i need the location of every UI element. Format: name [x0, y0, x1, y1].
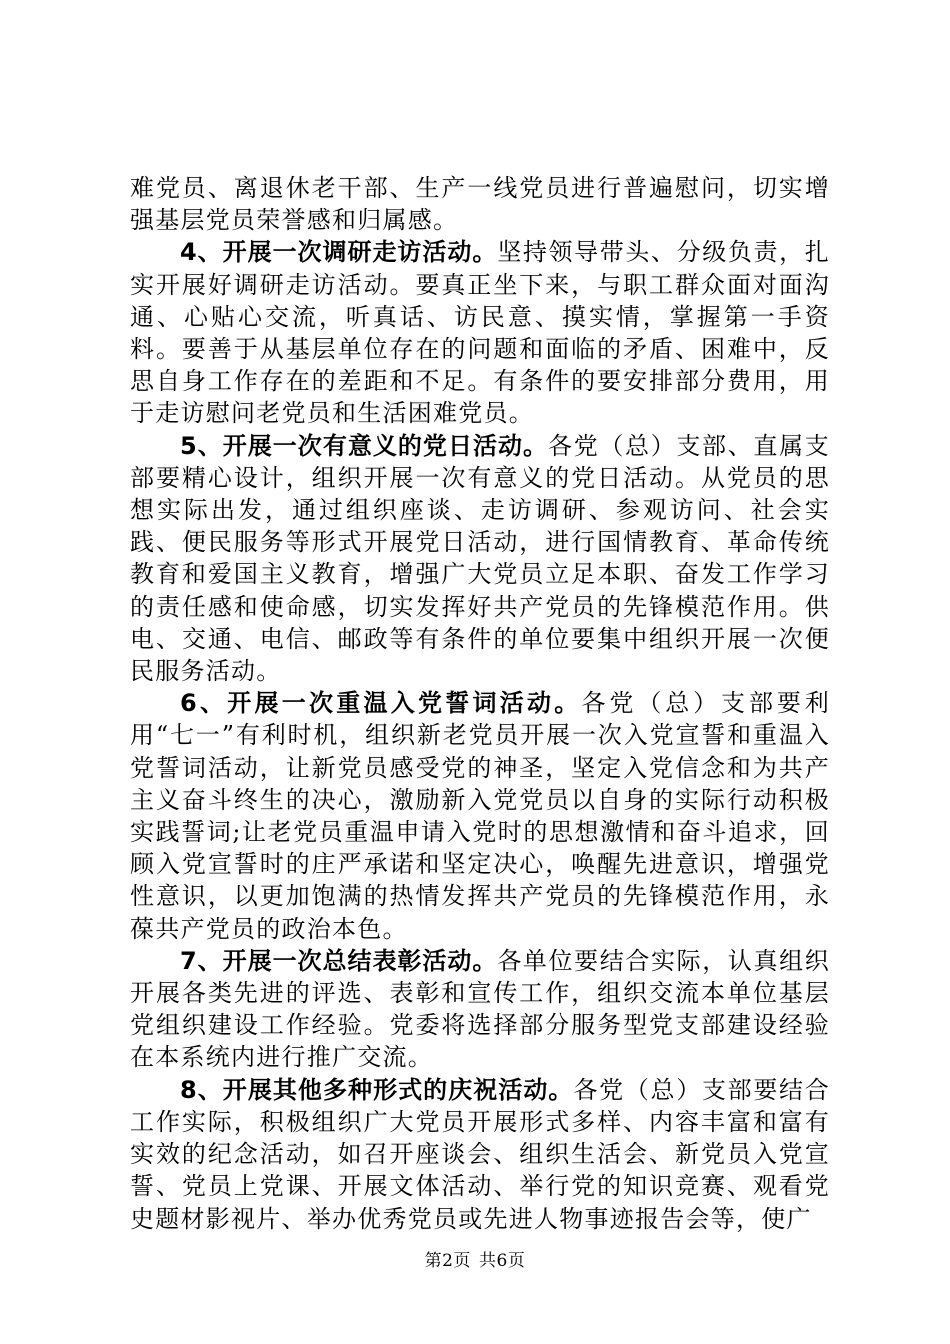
document-body [130, 172, 830, 1235]
paragraph-continuation [130, 172, 830, 236]
paragraph-item-4 [130, 236, 830, 429]
paragraph-item-8 [130, 1074, 830, 1235]
paragraph-heading: 4、开展一次调研走访活动。 [180, 238, 498, 267]
paragraph-text: 各党（总）支部要利用“七一”有利时机，组织新老党员开展一次入党宣誓和重温入党誓词活动，让新党员感受党的神圣，坚定入党信念和为共产主义奋斗终生的决心，激励新入党党员以自身的实际行动积极实践誓词;让老党员重温申请入党时的思想激情和奋斗追求，回顾入党宣誓时的庄严承诺和坚定决心，唤醒先进意识，增强党性意识，以更加饱满的热情发挥共产党员的先锋模范作用，永葆共产党员的政治本色。 [130, 689, 830, 943]
paragraph-item-6 [130, 687, 830, 945]
paragraph-text: 各单位要结合实际，认真组织开展各类先进的评选、表彰和宣传工作，组织交流本单位基层党组织建设工作经验。党委将选择部分服务型党支部建设经验在本系统内进行推广交流。 [130, 946, 831, 1072]
paragraph-item-7 [130, 945, 830, 1074]
page-number: 第2页 [424, 1251, 471, 1271]
page-total: 共6页 [479, 1251, 526, 1271]
page-footer [0, 1246, 950, 1271]
paragraph-heading: 7、开展一次总结表彰活动。 [180, 946, 498, 975]
paragraph-item-5 [130, 430, 830, 688]
paragraph-heading: 6、开展一次重温入党誓词活动。 [180, 689, 582, 718]
paragraph-text: 各党（总）支部、直属支部要精心设计，组织开展一次有意义的党日活动。从党员的思想实际出发，通过组织座谈、走访调研、参观访问、社会实践、便民服务等形式开展党日活动，进行国情教育、革命传统教育和爱国主义教育，增强广大党员立足本职、奋发工作学习的责任感和使命感，切实发挥好共产党员的先锋模范作用。供电、交通、电信、邮政等有条件的单位要集中组织开展一次便民服务活动。 [130, 431, 830, 686]
paragraph-text: 坚持领导带头、分级负责，扎实开展好调研走访活动。要真正坐下来，与职工群众面对面沟通、心贴心交流，听真话、访民意、摸实情，掌握第一手资料。要善于从基层单位存在的问题和面临的矛盾、困难中，反思自身工作存在的差距和不足。有条件的要安排部分费用，用于走访慰问老党员和生活困难党员。 [130, 238, 831, 428]
paragraph-heading: 8、开展其他多种形式的庆祝活动。 [180, 1075, 574, 1104]
paragraph-text: 难党员、离退休老干部、生产一线党员进行普遍慰问，切实增强基层党员荣誉感和归属感。 [130, 174, 830, 235]
paragraph-text: 各党（总）支部要结合工作实际，积极组织广大党员开展形式多样、内容丰富和富有实效的纪念活动，如召开座谈会、组织生活会、新党员入党宣誓、党员上党课、开展文体活动、举行党的知识竞赛、观看党史题材影视片、举办优秀党员或先进人物事迹报告会等，使广 [130, 1075, 830, 1233]
paragraph-heading: 5、开展一次有意义的党日活动。 [180, 431, 549, 460]
